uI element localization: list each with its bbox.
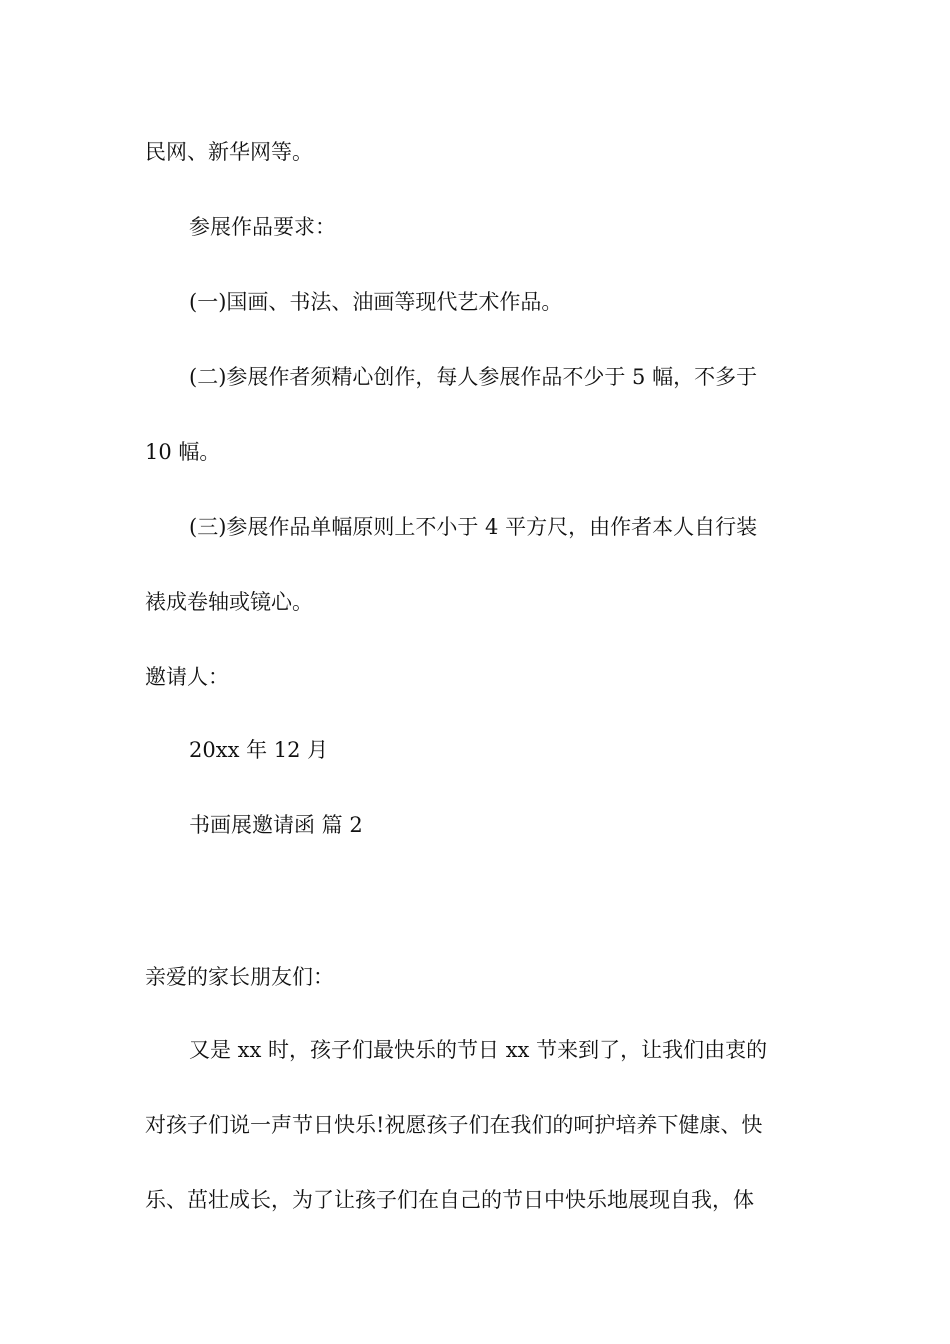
section-heading-requirements: 参展作品要求：	[189, 215, 336, 239]
date-line: 20xx 年 12 月	[189, 738, 329, 762]
body-paragraph-line: 对孩子们说一声节日快乐!祝愿孩子们在我们的呵护培养下健康、快	[145, 1113, 763, 1137]
greeting-line: 亲爱的家长朋友们：	[145, 965, 334, 989]
section-title: 书画展邀请函 篇 2	[189, 813, 363, 837]
list-item-2: (二)参展作者须精心创作，每人参展作品不少于 5 幅，不多于	[189, 365, 758, 389]
inviter-label: 邀请人：	[145, 665, 229, 689]
list-item-3-continued: 裱成卷轴或镜心。	[145, 590, 313, 614]
list-item-3: (三)参展作品单幅原则上不小于 4 平方尺，由作者本人自行装	[189, 515, 758, 539]
list-item-1: (一)国画、书法、油画等现代艺术作品。	[189, 290, 563, 314]
body-paragraph-line: 又是 xx 时，孩子们最快乐的节日 xx 节来到了，让我们由衷的	[189, 1038, 768, 1062]
body-paragraph-line: 乐、茁壮成长，为了让孩子们在自己的节日中快乐地展现自我，体	[145, 1188, 754, 1212]
paragraph-line: 民网、新华网等。	[145, 140, 313, 164]
list-item-2-continued: 10 幅。	[145, 440, 221, 464]
